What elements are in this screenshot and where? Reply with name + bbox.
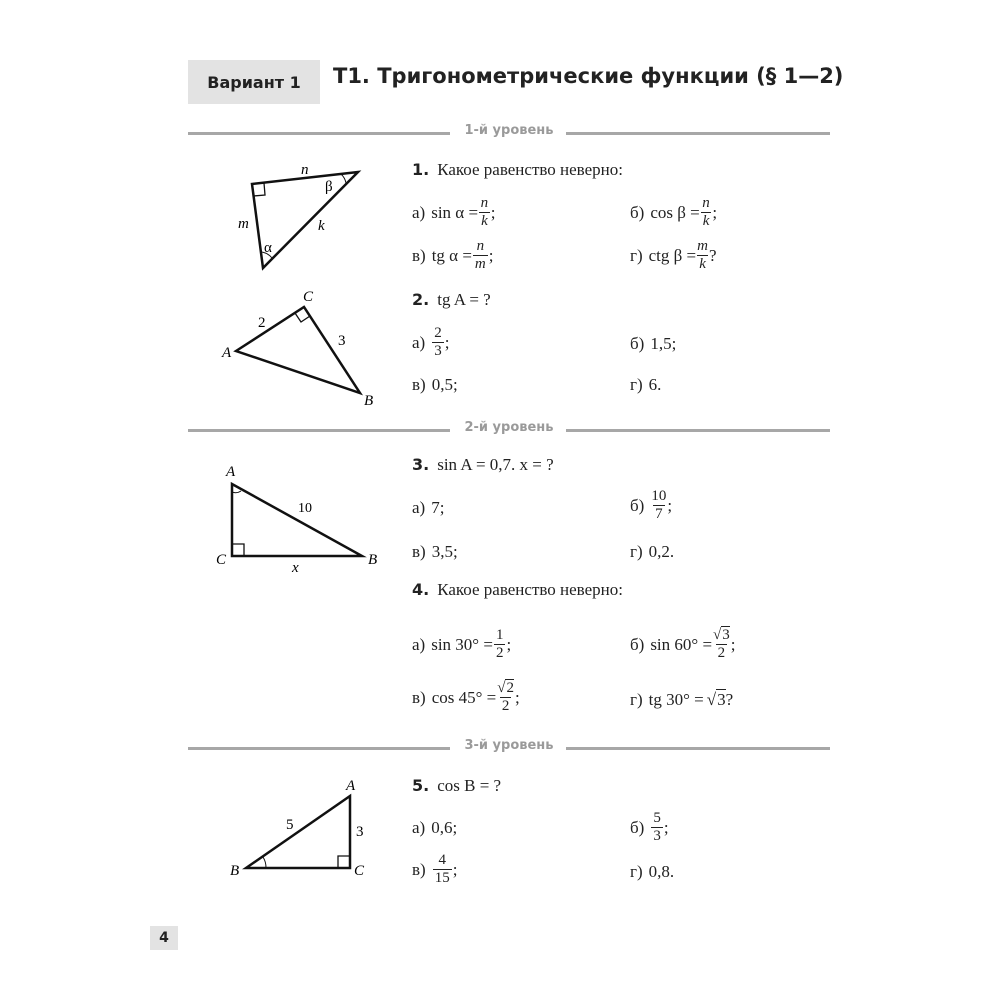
option-letter: а)	[412, 332, 426, 352]
option-expression: sin 30° =	[431, 634, 493, 654]
fraction: 5 3	[653, 810, 661, 844]
option-letter: г)	[630, 375, 643, 394]
fraction: $\frac{√3}{2}$	[713, 627, 730, 661]
vertex-label-a: A	[222, 345, 232, 361]
triangle-shape	[236, 307, 360, 393]
option-expression: ctg β =	[648, 245, 697, 265]
option-letter: а)	[412, 818, 426, 837]
q2-option-b	[630, 334, 676, 354]
vertex-label-c: C	[354, 863, 365, 879]
option-tail: ;	[490, 202, 496, 222]
option-letter: а)	[412, 498, 426, 517]
side-label-n: n	[301, 162, 309, 178]
level-divider-3	[188, 738, 830, 758]
option-value: 7;	[431, 498, 445, 517]
option-expression: tg α =	[431, 245, 472, 265]
side-label-m: m	[238, 216, 249, 232]
vertex-label-b: B	[364, 393, 374, 409]
question-number: 4.	[412, 580, 430, 599]
level-divider-2	[188, 420, 830, 440]
option-value: 0,8.	[648, 862, 675, 881]
fraction: $\frac{√2}{2}$	[497, 680, 514, 714]
option-letter: б)	[630, 634, 645, 654]
fraction: $\frac{1}{2}$	[495, 627, 504, 661]
option-letter: в)	[412, 375, 426, 394]
q4-option-b	[630, 627, 736, 662]
option-value: 0,5;	[431, 375, 458, 394]
option-value: 1,5;	[650, 334, 677, 353]
q1-option-c	[412, 238, 494, 273]
question-3	[412, 455, 554, 475]
option-tail: ;	[452, 859, 458, 879]
question-number: 2.	[412, 290, 430, 309]
option-letter: г)	[630, 245, 643, 265]
option-value: 3,5;	[431, 542, 458, 561]
vertex-label-a: A	[226, 464, 236, 480]
q2-option-d	[630, 375, 661, 395]
option-letter: в)	[412, 687, 426, 707]
question-1	[412, 160, 623, 180]
question-5	[412, 776, 501, 796]
page-title: Т1. Тригонометрические функции (§ 1—2)	[333, 64, 844, 88]
vertex-label-c: C	[303, 289, 314, 305]
q2-option-c	[412, 375, 458, 395]
q4-option-d	[630, 690, 733, 710]
level-label: 2-й уровень	[464, 420, 554, 435]
q5-option-c	[412, 852, 457, 887]
root-expression: √3	[706, 690, 726, 709]
option-expression: sin 60° =	[650, 634, 713, 654]
option-tail: ;	[488, 245, 494, 265]
side-label-cb: 3	[338, 333, 346, 349]
option-letter: а)	[412, 202, 426, 222]
option-value: 6.	[648, 375, 662, 394]
right-angle-mark	[253, 183, 265, 196]
option-value: 0,6;	[431, 818, 458, 837]
q5-triangle-figure	[228, 775, 388, 885]
angle-label-beta: β	[325, 179, 333, 195]
question-number: 1.	[412, 160, 430, 179]
triangle-shape	[232, 484, 362, 556]
option-expression: sin α =	[431, 202, 479, 222]
side-label-hyp: 5	[286, 817, 294, 833]
triangle-shape	[246, 796, 350, 868]
q2-option-a	[412, 325, 449, 360]
fraction: 4 15	[434, 852, 450, 886]
option-tail: ?	[709, 245, 717, 265]
q3-option-d	[630, 542, 674, 562]
page-number: 4	[150, 926, 178, 950]
q5-option-a	[412, 818, 457, 838]
vertex-label-c: C	[216, 552, 227, 568]
vertex-label-b: B	[368, 552, 378, 568]
option-tail: ;	[730, 634, 736, 654]
q5-option-d	[630, 862, 674, 882]
q3-option-c	[412, 542, 458, 562]
q3-triangle-figure	[212, 460, 392, 575]
q3-option-b	[630, 488, 672, 523]
option-letter: г)	[630, 690, 643, 709]
question-text: Какое равенство неверно:	[437, 580, 623, 599]
question-text: sin A = 0,7. x = ?	[437, 455, 554, 474]
option-letter: в)	[412, 245, 426, 265]
vertex-label-b: B	[230, 863, 240, 879]
option-letter: в)	[412, 542, 426, 561]
question-2	[412, 290, 491, 310]
side-label-x: x	[292, 560, 299, 576]
q5-option-b	[630, 810, 669, 845]
question-number: 3.	[412, 455, 430, 474]
angle-arc-a	[232, 491, 241, 493]
option-letter: г)	[630, 542, 643, 561]
option-tail: ;	[444, 332, 450, 352]
fraction: $\frac{n}{k}$	[480, 195, 489, 229]
question-number: 5.	[412, 776, 430, 795]
side-label-ac: 3	[356, 824, 364, 840]
fraction: 10 7	[651, 488, 667, 522]
question-text: cos B = ?	[437, 776, 502, 795]
level-label: 1-й уровень	[464, 123, 554, 138]
option-tail: ?	[725, 690, 734, 709]
option-tail: ;	[712, 202, 718, 222]
vertex-label-a: A	[346, 778, 356, 794]
q1-option-b	[630, 195, 717, 230]
question-text: tg A = ?	[437, 290, 491, 309]
right-angle-mark	[232, 544, 244, 556]
q1-triangle-figure	[230, 160, 370, 275]
q4-option-a	[412, 627, 511, 662]
question-text: Какое равенство неверно:	[437, 160, 623, 179]
q1-option-d	[630, 238, 717, 273]
option-letter: б)	[630, 817, 645, 837]
level-divider-1	[188, 123, 830, 143]
fraction: $\frac{n}{m}$	[474, 238, 486, 272]
side-label-ac: 2	[258, 315, 266, 331]
angle-arc-beta	[341, 174, 346, 183]
option-tail: ;	[663, 817, 669, 837]
q1-option-a	[412, 195, 495, 230]
q3-option-a	[412, 498, 444, 518]
option-letter: а)	[412, 634, 426, 654]
option-letter: в)	[412, 859, 426, 879]
angle-arc-b	[263, 857, 266, 868]
option-letter: г)	[630, 862, 643, 881]
right-angle-mark	[338, 856, 350, 868]
question-4	[412, 580, 623, 600]
side-label-k: k	[318, 218, 325, 234]
q2-triangle-figure	[218, 285, 388, 415]
angle-label-alpha: α	[264, 240, 272, 256]
side-label-hyp: 10	[298, 501, 312, 516]
variant-label: Вариант 1	[188, 60, 320, 104]
option-letter: б)	[630, 495, 645, 515]
option-expression: tg 30° =	[648, 690, 704, 709]
fraction: 2 3	[434, 325, 442, 359]
option-tail: ;	[514, 687, 520, 707]
option-letter: б)	[630, 202, 645, 222]
option-tail: ;	[506, 634, 512, 654]
option-value: 0,2.	[648, 542, 675, 561]
option-expression: cos β =	[650, 202, 700, 222]
fraction: $\frac{n}{k}$	[702, 195, 710, 229]
q4-option-c	[412, 680, 520, 715]
fraction: $\frac{m}{k}$	[697, 238, 708, 272]
option-expression: cos 45° =	[431, 687, 497, 707]
option-tail: ;	[667, 495, 673, 515]
option-letter: б)	[630, 334, 645, 353]
level-label: 3-й уровень	[464, 738, 554, 753]
